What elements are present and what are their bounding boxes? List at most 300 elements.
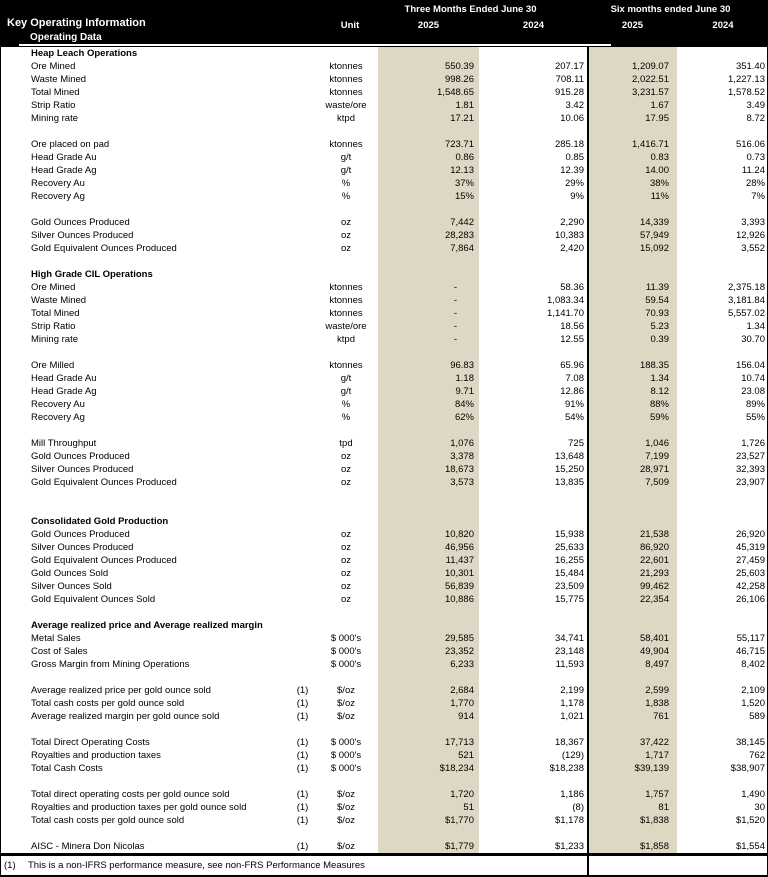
value-q2-2024: 23,509 [554, 581, 584, 592]
value-h1-2025 [588, 671, 677, 684]
unit-cell: ktonnes [329, 308, 363, 319]
value-h1-2025: 761 [588, 710, 677, 723]
row-label: Gold Equivalent Ounces Produced [31, 243, 177, 254]
value-q2-2024: 2,199 [560, 685, 584, 696]
row-label: Recovery Ag [31, 412, 85, 423]
value-h1-2024: 55% [745, 412, 765, 423]
row-label: Total cash costs per gold ounce sold [31, 698, 185, 709]
row-label: Waste Mined [31, 74, 87, 85]
table-row [1, 437, 768, 450]
value-q2-2025: 914 [378, 710, 479, 723]
value-h1-2025: 58,401 [588, 632, 677, 645]
row-label [1, 424, 291, 437]
row-label: Gold Equivalent Ounces Produced [31, 477, 177, 488]
value-h1-2024: 30.70 [741, 334, 765, 345]
value-h1-2025 [588, 255, 677, 268]
footnote-marker-cell [291, 489, 314, 502]
value-h1-2024 [677, 346, 768, 359]
value-h1-2024: 89% [745, 399, 765, 410]
value-h1-2025: 28,971 [588, 463, 677, 476]
value-h1-2024: 516.06 [735, 139, 765, 150]
spacer-row [1, 606, 768, 619]
unit-cell: % [341, 399, 351, 410]
value-q2-2025: 10,820 [378, 528, 479, 541]
row-label [1, 671, 291, 684]
value-q2-2025 [378, 489, 479, 502]
footnote-row [1, 853, 768, 877]
table-row [1, 749, 768, 762]
value-h1-2025: 59% [588, 411, 677, 424]
value-q2-2025 [378, 671, 479, 684]
value-q2-2024: 54% [564, 412, 584, 423]
unit-cell: $ 000's [330, 763, 362, 774]
value-h1-2024: 3.49 [746, 100, 765, 111]
value-q2-2025: 1,076 [378, 437, 479, 450]
value-q2-2025: 11,437 [378, 554, 479, 567]
unit-cell: % [341, 178, 351, 189]
value-q2-2025: 96.83 [378, 359, 479, 372]
table-row [1, 840, 768, 853]
value-h1-2024: 589 [749, 711, 765, 722]
value-q2-2025: 62% [378, 411, 479, 424]
value-q2-2024: 15,484 [554, 568, 584, 579]
value-q2-2025 [378, 255, 479, 268]
section-row [1, 619, 768, 632]
value-q2-2024: 15,250 [554, 464, 584, 475]
value-h1-2024 [677, 47, 768, 60]
value-q2-2025 [378, 203, 479, 216]
footnote-marker-cell [291, 645, 314, 658]
value-h1-2024 [677, 515, 768, 528]
unit-cell [314, 775, 378, 788]
value-q2-2024 [479, 606, 588, 619]
footnote-marker-cell: (1) [296, 815, 309, 826]
row-label: Gold Ounces Produced [31, 451, 130, 462]
footnote-marker-cell: (1) [296, 763, 309, 774]
value-q2-2025: 1.18 [378, 372, 479, 385]
table-row [1, 450, 768, 463]
value-q2-2025 [378, 775, 479, 788]
value-q2-2025: 7,864 [378, 242, 479, 255]
value-q2-2025: 0.86 [378, 151, 479, 164]
value-q2-2025: - [378, 320, 479, 333]
footnote-marker-cell [291, 242, 314, 255]
value-h1-2024: 1,227.13 [728, 74, 765, 85]
row-label [1, 125, 291, 138]
value-q2-2025 [378, 827, 479, 840]
value-h1-2025: 22,354 [588, 593, 677, 606]
value-q2-2025 [378, 619, 479, 632]
value-q2-2024 [479, 346, 588, 359]
row-label: Total Mined [31, 87, 80, 98]
row-label: Silver Ounces Produced [31, 542, 134, 553]
value-h1-2024: 38,145 [735, 737, 765, 748]
value-q2-2025 [378, 723, 479, 736]
value-h1-2025: 7,199 [588, 450, 677, 463]
footnote-marker-cell [291, 619, 314, 632]
year-header-h1-2024: 2024 [712, 20, 734, 31]
footnote-marker-cell [291, 554, 314, 567]
value-q2-2025: 521 [378, 749, 479, 762]
value-h1-2024: 8,402 [741, 659, 765, 670]
value-h1-2025: $1,858 [588, 840, 677, 853]
value-q2-2025: 1,770 [378, 697, 479, 710]
value-h1-2025: 15,092 [588, 242, 677, 255]
row-label: Cost of Sales [31, 646, 88, 657]
footnote-marker-cell [291, 606, 314, 619]
row-label: Total direct operating costs per gold ounce sold [31, 789, 230, 800]
row-label: Strip Ratio [31, 100, 76, 111]
footnote-marker-cell [291, 47, 314, 60]
value-h1-2025: 37,422 [588, 736, 677, 749]
value-q2-2024: 10,383 [554, 230, 584, 241]
value-h1-2024: 3,181.84 [728, 295, 765, 306]
table-row [1, 333, 768, 346]
value-h1-2025: $39,139 [588, 762, 677, 775]
value-q2-2025: $1,779 [378, 840, 479, 853]
period-group-six-months: Six months ended June 30 [610, 4, 731, 15]
value-h1-2025 [588, 827, 677, 840]
value-q2-2025 [378, 606, 479, 619]
footnote-marker-cell [291, 528, 314, 541]
row-label: Recovery Au [31, 399, 85, 410]
row-label: Average realized price per gold ounce sold [31, 685, 211, 696]
value-h1-2024 [677, 723, 768, 736]
value-h1-2025 [588, 775, 677, 788]
value-h1-2025: 5.23 [588, 320, 677, 333]
table-row [1, 580, 768, 593]
row-label: Royalties and production taxes per gold ounce sold [31, 802, 247, 813]
value-h1-2024: 11.24 [741, 165, 765, 176]
value-h1-2025: 1,209.07 [588, 60, 677, 73]
unit-cell [314, 255, 378, 268]
unit-cell [314, 619, 378, 632]
unit-cell: $ 000's [330, 737, 362, 748]
value-q2-2025: 998.26 [378, 73, 479, 86]
unit-cell: waste/ore [325, 100, 367, 111]
value-h1-2025: 1.67 [588, 99, 677, 112]
value-h1-2025: 88% [588, 398, 677, 411]
unit-cell [314, 268, 378, 281]
unit-cell: ktonnes [329, 360, 363, 371]
row-label: Gold Ounces Produced [31, 529, 130, 540]
value-h1-2024 [677, 489, 768, 502]
table-row [1, 684, 768, 697]
value-q2-2024 [479, 671, 588, 684]
value-h1-2024 [677, 424, 768, 437]
table-row [1, 476, 768, 489]
value-h1-2025 [588, 489, 677, 502]
unit-cell: % [341, 191, 351, 202]
value-q2-2025: 6,233 [378, 658, 479, 671]
table-row [1, 632, 768, 645]
row-label [1, 502, 291, 515]
table-row [1, 138, 768, 151]
value-h1-2025: 49,904 [588, 645, 677, 658]
value-h1-2025: 14.00 [588, 164, 677, 177]
row-label: Silver Ounces Sold [31, 581, 112, 592]
value-h1-2024: 762 [749, 750, 765, 761]
value-q2-2024: 65.96 [560, 360, 584, 371]
value-q2-2024 [479, 489, 588, 502]
value-q2-2025: 18,673 [378, 463, 479, 476]
value-h1-2025: 1.34 [588, 372, 677, 385]
value-h1-2024: 156.04 [735, 360, 765, 371]
table-row [1, 359, 768, 372]
year-header-q2-2025: 2025 [417, 20, 440, 31]
footnote-marker-cell [291, 450, 314, 463]
row-label: Recovery Au [31, 178, 85, 189]
value-h1-2024: 5,557.02 [728, 308, 765, 319]
value-q2-2025: - [378, 307, 479, 320]
row-label: Waste Mined [31, 295, 87, 306]
year-header-h1-2025: 2025 [621, 20, 644, 31]
section-row [1, 268, 768, 281]
row-label: AISC - Minera Don Nicolas [31, 841, 145, 852]
table-row [1, 151, 768, 164]
table-row [1, 372, 768, 385]
unit-cell [314, 606, 378, 619]
row-label: Mill Throughput [31, 438, 97, 449]
value-h1-2024: 55,117 [736, 633, 765, 644]
value-q2-2024 [479, 827, 588, 840]
row-label [1, 346, 291, 359]
unit-cell [314, 125, 378, 138]
value-q2-2025 [378, 47, 479, 60]
unit-cell: g/t [340, 386, 352, 397]
footnote-marker-cell [291, 268, 314, 281]
value-q2-2024: 1,021 [560, 711, 584, 722]
table-row [1, 567, 768, 580]
value-q2-2024: 91% [564, 399, 584, 410]
value-q2-2024: (129) [561, 750, 584, 761]
value-q2-2024: 725 [568, 438, 584, 449]
footnote-marker-cell [291, 60, 314, 73]
table-row [1, 541, 768, 554]
value-q2-2024 [479, 255, 588, 268]
value-q2-2024 [479, 424, 588, 437]
unit-cell: oz [340, 555, 352, 566]
unit-cell: oz [340, 243, 352, 254]
value-q2-2025: 17.21 [378, 112, 479, 125]
footnote-marker-cell [291, 177, 314, 190]
value-h1-2025: 0.83 [588, 151, 677, 164]
unit-cell: ktonnes [329, 74, 363, 85]
unit-cell: oz [340, 529, 352, 540]
value-h1-2024: 7% [751, 191, 765, 202]
value-h1-2024: 1.34 [746, 321, 765, 332]
value-h1-2025: 21,538 [588, 528, 677, 541]
unit-cell: $ 000's [330, 659, 362, 670]
value-q2-2024: 207.17 [554, 61, 584, 72]
unit-cell [314, 502, 378, 515]
footnote-marker-cell [291, 151, 314, 164]
unit-column-header: Unit [340, 20, 360, 31]
row-label: Head Grade Ag [31, 386, 97, 397]
value-h1-2025 [588, 268, 677, 281]
row-label: Strip Ratio [31, 321, 76, 332]
row-label: Total cash costs per gold ounce sold [31, 815, 185, 826]
value-q2-2025: 84% [378, 398, 479, 411]
section-label: Consolidated Gold Production [31, 516, 169, 527]
footnote-marker-cell [291, 567, 314, 580]
value-q2-2024: 708.11 [555, 74, 584, 85]
value-q2-2024: $1,233 [554, 841, 584, 852]
subtitle-operating-data: Operating Data [30, 32, 102, 43]
row-label: Head Grade Au [31, 373, 97, 384]
value-h1-2025: 2,022.51 [588, 73, 677, 86]
value-h1-2024: 8.72 [746, 113, 765, 124]
unit-cell: oz [340, 230, 352, 241]
row-label: Ore Mined [31, 282, 76, 293]
value-h1-2025: 22,601 [588, 554, 677, 567]
footnote-marker-cell: (1) [296, 685, 309, 696]
value-h1-2025 [588, 502, 677, 515]
table-row [1, 307, 768, 320]
value-h1-2025: 1,416.71 [588, 138, 677, 151]
value-q2-2025: 15% [378, 190, 479, 203]
spacer-row [1, 502, 768, 515]
footnote-marker-cell [291, 86, 314, 99]
value-h1-2024: 32,393 [735, 464, 765, 475]
value-q2-2025: 550.39 [378, 60, 479, 73]
value-h1-2024: 10.74 [741, 373, 765, 384]
value-q2-2024: 1,178 [560, 698, 584, 709]
value-h1-2025: $1,838 [588, 814, 677, 827]
value-h1-2024: 23,907 [735, 477, 765, 488]
table-body [1, 47, 768, 853]
value-q2-2024: 1,083.34 [547, 295, 584, 306]
row-label [1, 203, 291, 216]
unit-cell [314, 515, 378, 528]
period-group-three-months: Three Months Ended June 30 [404, 4, 537, 15]
value-q2-2025: 10,886 [378, 593, 479, 606]
row-label: Average realized margin per gold ounce sold [31, 711, 220, 722]
value-h1-2025 [588, 606, 677, 619]
unit-cell: oz [340, 217, 352, 228]
section-label: High Grade CIL Operations [31, 269, 153, 280]
value-h1-2025: 81 [588, 801, 677, 814]
value-q2-2025 [378, 502, 479, 515]
table-row [1, 658, 768, 671]
value-q2-2024: 13,648 [554, 451, 584, 462]
value-q2-2024: $18,238 [549, 763, 584, 774]
value-h1-2024: 46,715 [735, 646, 765, 657]
footnote-marker-cell [291, 125, 314, 138]
row-label: Royalties and production taxes [31, 750, 161, 761]
table-row [1, 710, 768, 723]
unit-cell: ktpd [337, 113, 355, 124]
table-header-band [1, 0, 767, 47]
table-row [1, 736, 768, 749]
row-label: Ore Milled [31, 360, 75, 371]
value-h1-2024 [677, 255, 768, 268]
unit-cell: $ 000's [330, 750, 362, 761]
value-q2-2024: 18,367 [554, 737, 584, 748]
value-h1-2024 [677, 619, 768, 632]
footnote-marker-cell: (1) [296, 841, 309, 852]
row-label: Gold Equivalent Ounces Sold [31, 594, 156, 605]
footnote-marker-cell: (1) [296, 711, 309, 722]
spacer-row [1, 489, 768, 502]
value-h1-2024: 351.40 [735, 61, 765, 72]
footnote-marker-cell: (1) [296, 750, 309, 761]
value-h1-2025: 1,757 [588, 788, 677, 801]
value-h1-2025: 188.35 [588, 359, 677, 372]
value-q2-2024: 34,741 [554, 633, 584, 644]
value-h1-2025: 21,293 [588, 567, 677, 580]
value-q2-2024: 1,186 [560, 789, 584, 800]
value-h1-2024 [677, 203, 768, 216]
table-row [1, 86, 768, 99]
table-row [1, 60, 768, 73]
footnote-marker-cell [291, 164, 314, 177]
row-label: Gold Equivalent Ounces Produced [31, 555, 177, 566]
value-q2-2025: 10,301 [378, 567, 479, 580]
row-label: Total Direct Operating Costs [31, 737, 150, 748]
row-label: Recovery Ag [31, 191, 85, 202]
value-q2-2024 [479, 619, 588, 632]
table-row [1, 164, 768, 177]
value-q2-2025: $1,770 [378, 814, 479, 827]
spacer-row [1, 723, 768, 736]
value-q2-2025: 7,442 [378, 216, 479, 229]
table-row [1, 593, 768, 606]
value-q2-2024: (8) [572, 802, 584, 813]
table-row [1, 463, 768, 476]
value-q2-2024 [479, 775, 588, 788]
unit-cell: ktonnes [329, 87, 363, 98]
value-h1-2024: 12,926 [735, 230, 765, 241]
row-label: Gold Ounces Produced [31, 217, 130, 228]
value-q2-2024: 9% [570, 191, 584, 202]
footnote-marker-cell: (1) [296, 698, 309, 709]
unit-cell: oz [340, 477, 352, 488]
spacer-row [1, 827, 768, 840]
table-row [1, 528, 768, 541]
footnote-marker-cell [291, 463, 314, 476]
value-q2-2024 [479, 47, 588, 60]
unit-cell: g/t [340, 165, 352, 176]
value-q2-2024: 12.86 [560, 386, 584, 397]
value-q2-2025: 1,548.65 [378, 86, 479, 99]
value-h1-2024: 1,520 [741, 698, 765, 709]
unit-cell: g/t [340, 373, 352, 384]
value-q2-2024: 25,633 [554, 542, 584, 553]
spacer-row [1, 346, 768, 359]
unit-cell [314, 47, 378, 60]
footnote-marker-cell [291, 593, 314, 606]
value-q2-2024: 15,938 [554, 529, 584, 540]
section-label: Heap Leach Operations [31, 48, 138, 59]
value-q2-2025: 29,585 [378, 632, 479, 645]
row-label [1, 255, 291, 268]
value-h1-2024: $1,554 [735, 841, 765, 852]
value-h1-2024: 23,527 [735, 451, 765, 462]
unit-cell [314, 424, 378, 437]
value-h1-2024: $38,907 [730, 763, 765, 774]
row-label: Gross Margin from Mining Operations [31, 659, 190, 670]
value-h1-2024 [677, 827, 768, 840]
row-label [1, 827, 291, 840]
year-header-q2-2024: 2024 [522, 20, 545, 31]
value-h1-2025: 99,462 [588, 580, 677, 593]
value-q2-2025: 28,283 [378, 229, 479, 242]
footnote-marker-cell [291, 424, 314, 437]
unit-cell: g/t [340, 152, 352, 163]
value-h1-2025 [588, 619, 677, 632]
value-q2-2025: 2,684 [378, 684, 479, 697]
